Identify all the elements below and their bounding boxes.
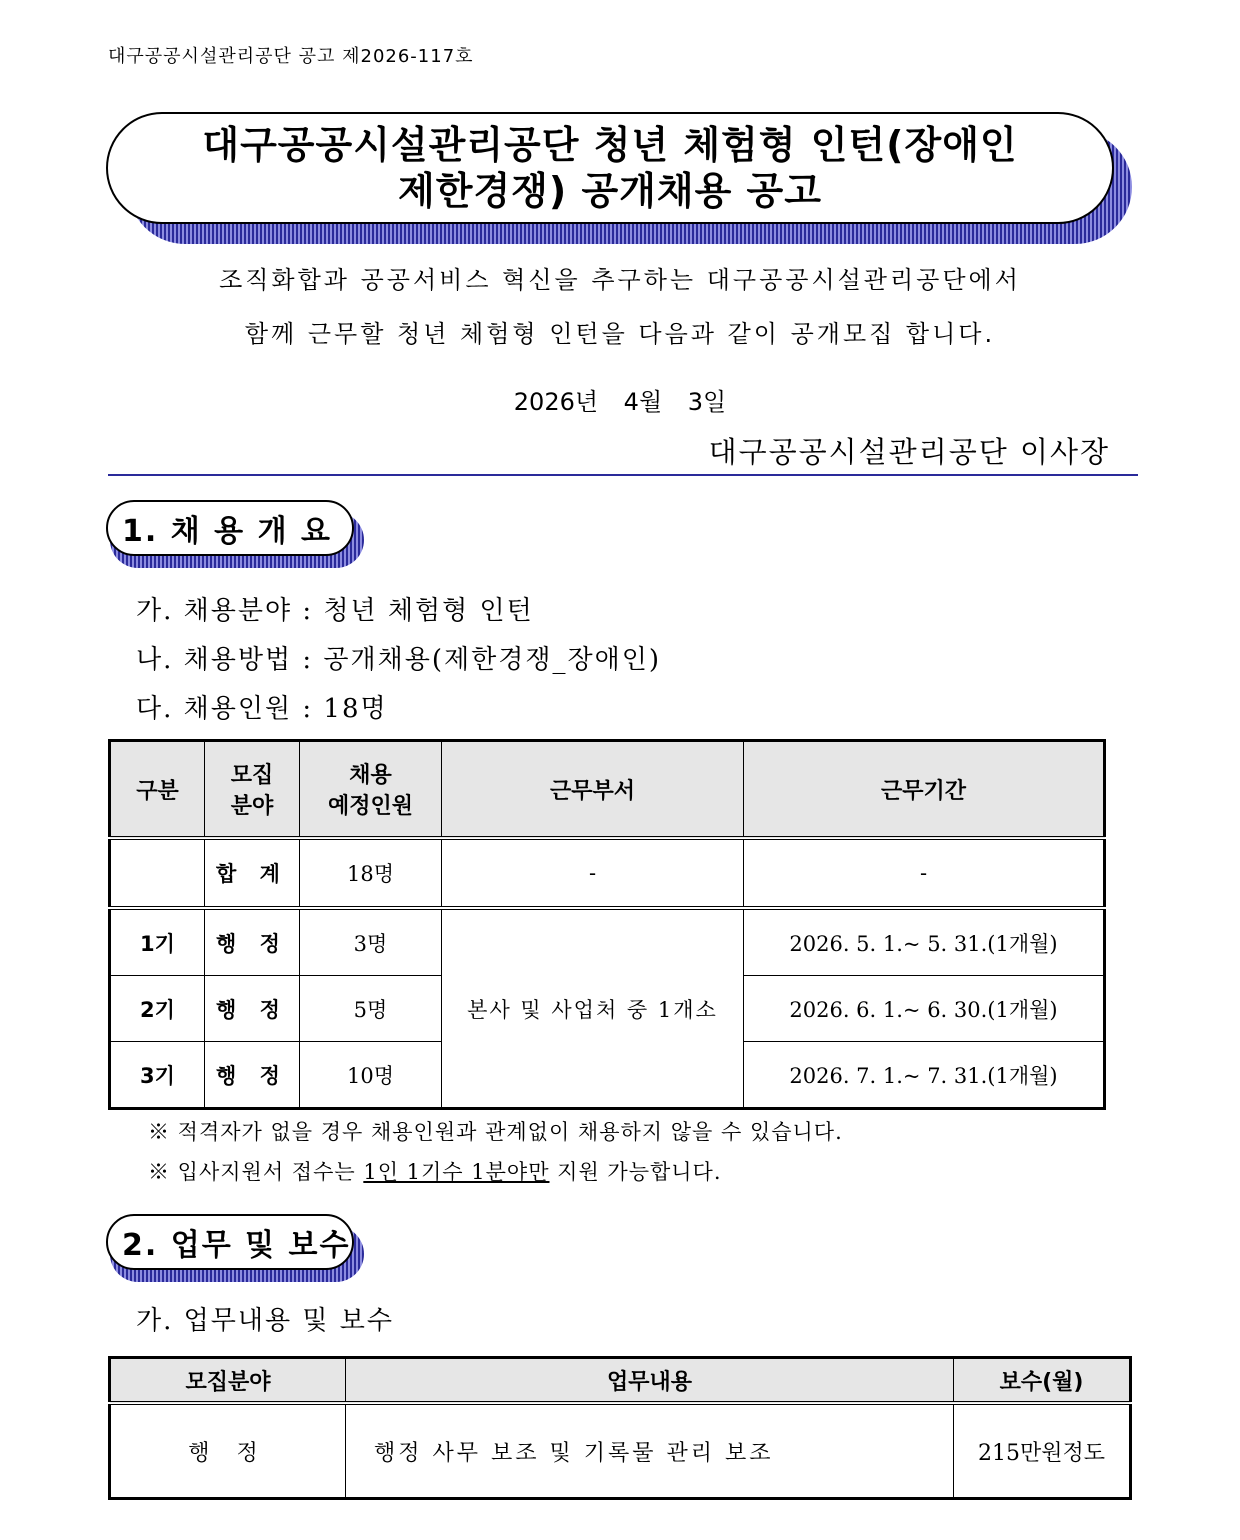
title-line-2: 제한경쟁) 공개채용 공고 [398,169,822,213]
recruitment-table [108,739,1106,1110]
total-period: - [744,838,1105,908]
note-2-prefix: ※ 입사지원서 접수는 [148,1160,364,1184]
divider [108,474,1138,476]
table-header-row [110,741,1105,839]
note-1: ※ 적격자가 없을 경우 채용인원과 관계없이 채용하지 않을 수 있습니다. [148,1120,843,1144]
title-banner [106,112,1114,224]
note-2-suffix: 지원 가능합니다. [549,1160,722,1184]
row-period: 2026. 6. 1.~ 6. 30.(1개월) [744,976,1105,1042]
header-field [205,741,300,839]
table-row-total [110,838,1105,908]
intro-line-2: 함께 근무할 청년 체험형 인턴을 다음과 같이 공개모집 합니다. [244,320,996,348]
intro-line-1: 조직화합과 공공서비스 혁신을 추구하는 대구공공시설관리공단에서 [219,266,1021,294]
total-group [110,838,205,908]
duty-pay-table [108,1356,1132,1500]
duty-pay: 215만원정도 [954,1403,1131,1499]
section1-heading: 1. 채 용 개 요 [106,500,354,556]
row-group: 1기 [110,908,205,976]
total-count: 18명 [300,838,442,908]
announcement-date: 2026년 4월 3일 [513,388,727,416]
header-count-line-2: 예정인원 [327,794,413,819]
duty-field: 행 정 [110,1403,346,1499]
header-count [300,741,442,839]
row-field: 행 정 [205,976,300,1042]
duty-description: 행정 사무 보조 및 기록물 관리 보조 [346,1403,954,1499]
section1-item-method: 나. 채용방법 : 공개채용(제한경쟁_장애인) [136,645,661,675]
section1-item-count: 다. 채용인원 : 18명 [136,694,388,724]
row-field: 행 정 [205,1042,300,1109]
table-row [110,1403,1131,1499]
section2-heading: 2. 업무 및 보수 [106,1214,354,1270]
header-field-line-1: 모집 [230,763,274,788]
notice-number: 대구공공시설관리공단 공고 제2026-117호 [108,46,474,67]
section2-subheading: 가. 업무내용 및 보수 [136,1306,394,1336]
section1-item-field: 가. 채용분야 : 청년 체험형 인턴 [136,596,534,626]
row-count: 5명 [300,976,442,1042]
row-count: 10명 [300,1042,442,1109]
row-period: 2026. 7. 1.~ 7. 31.(1개월) [744,1042,1105,1109]
header-period: 근무기간 [744,741,1105,839]
row-field: 행 정 [205,908,300,976]
note-2 [148,1156,722,1186]
row-group: 2기 [110,976,205,1042]
header-field-line-2: 분야 [230,794,274,819]
table-row [110,908,1105,976]
row-period: 2026. 5. 1.~ 5. 31.(1개월) [744,908,1105,976]
header-field: 모집분야 [110,1358,346,1404]
row-group: 3기 [110,1042,205,1109]
row-count: 3명 [300,908,442,976]
note-2-emphasis: 1인 1기수 1분야만 [363,1160,550,1184]
dept-merged: 본사 및 사업처 중 1개소 [442,908,744,1109]
table-header-row [110,1358,1131,1404]
total-field: 합 계 [205,838,300,908]
title-line-1: 대구공공시설관리공단 청년 체험형 인턴(장애인 [202,123,1018,167]
header-count-line-1: 채용 [349,763,392,788]
header-duty: 업무내용 [346,1358,954,1404]
signer: 대구공공시설관리공단 이사장 [708,435,1110,469]
total-dept: - [442,838,744,908]
header-group: 구분 [110,741,205,839]
header-pay: 보수(월) [954,1358,1131,1404]
header-dept: 근무부서 [442,741,744,839]
